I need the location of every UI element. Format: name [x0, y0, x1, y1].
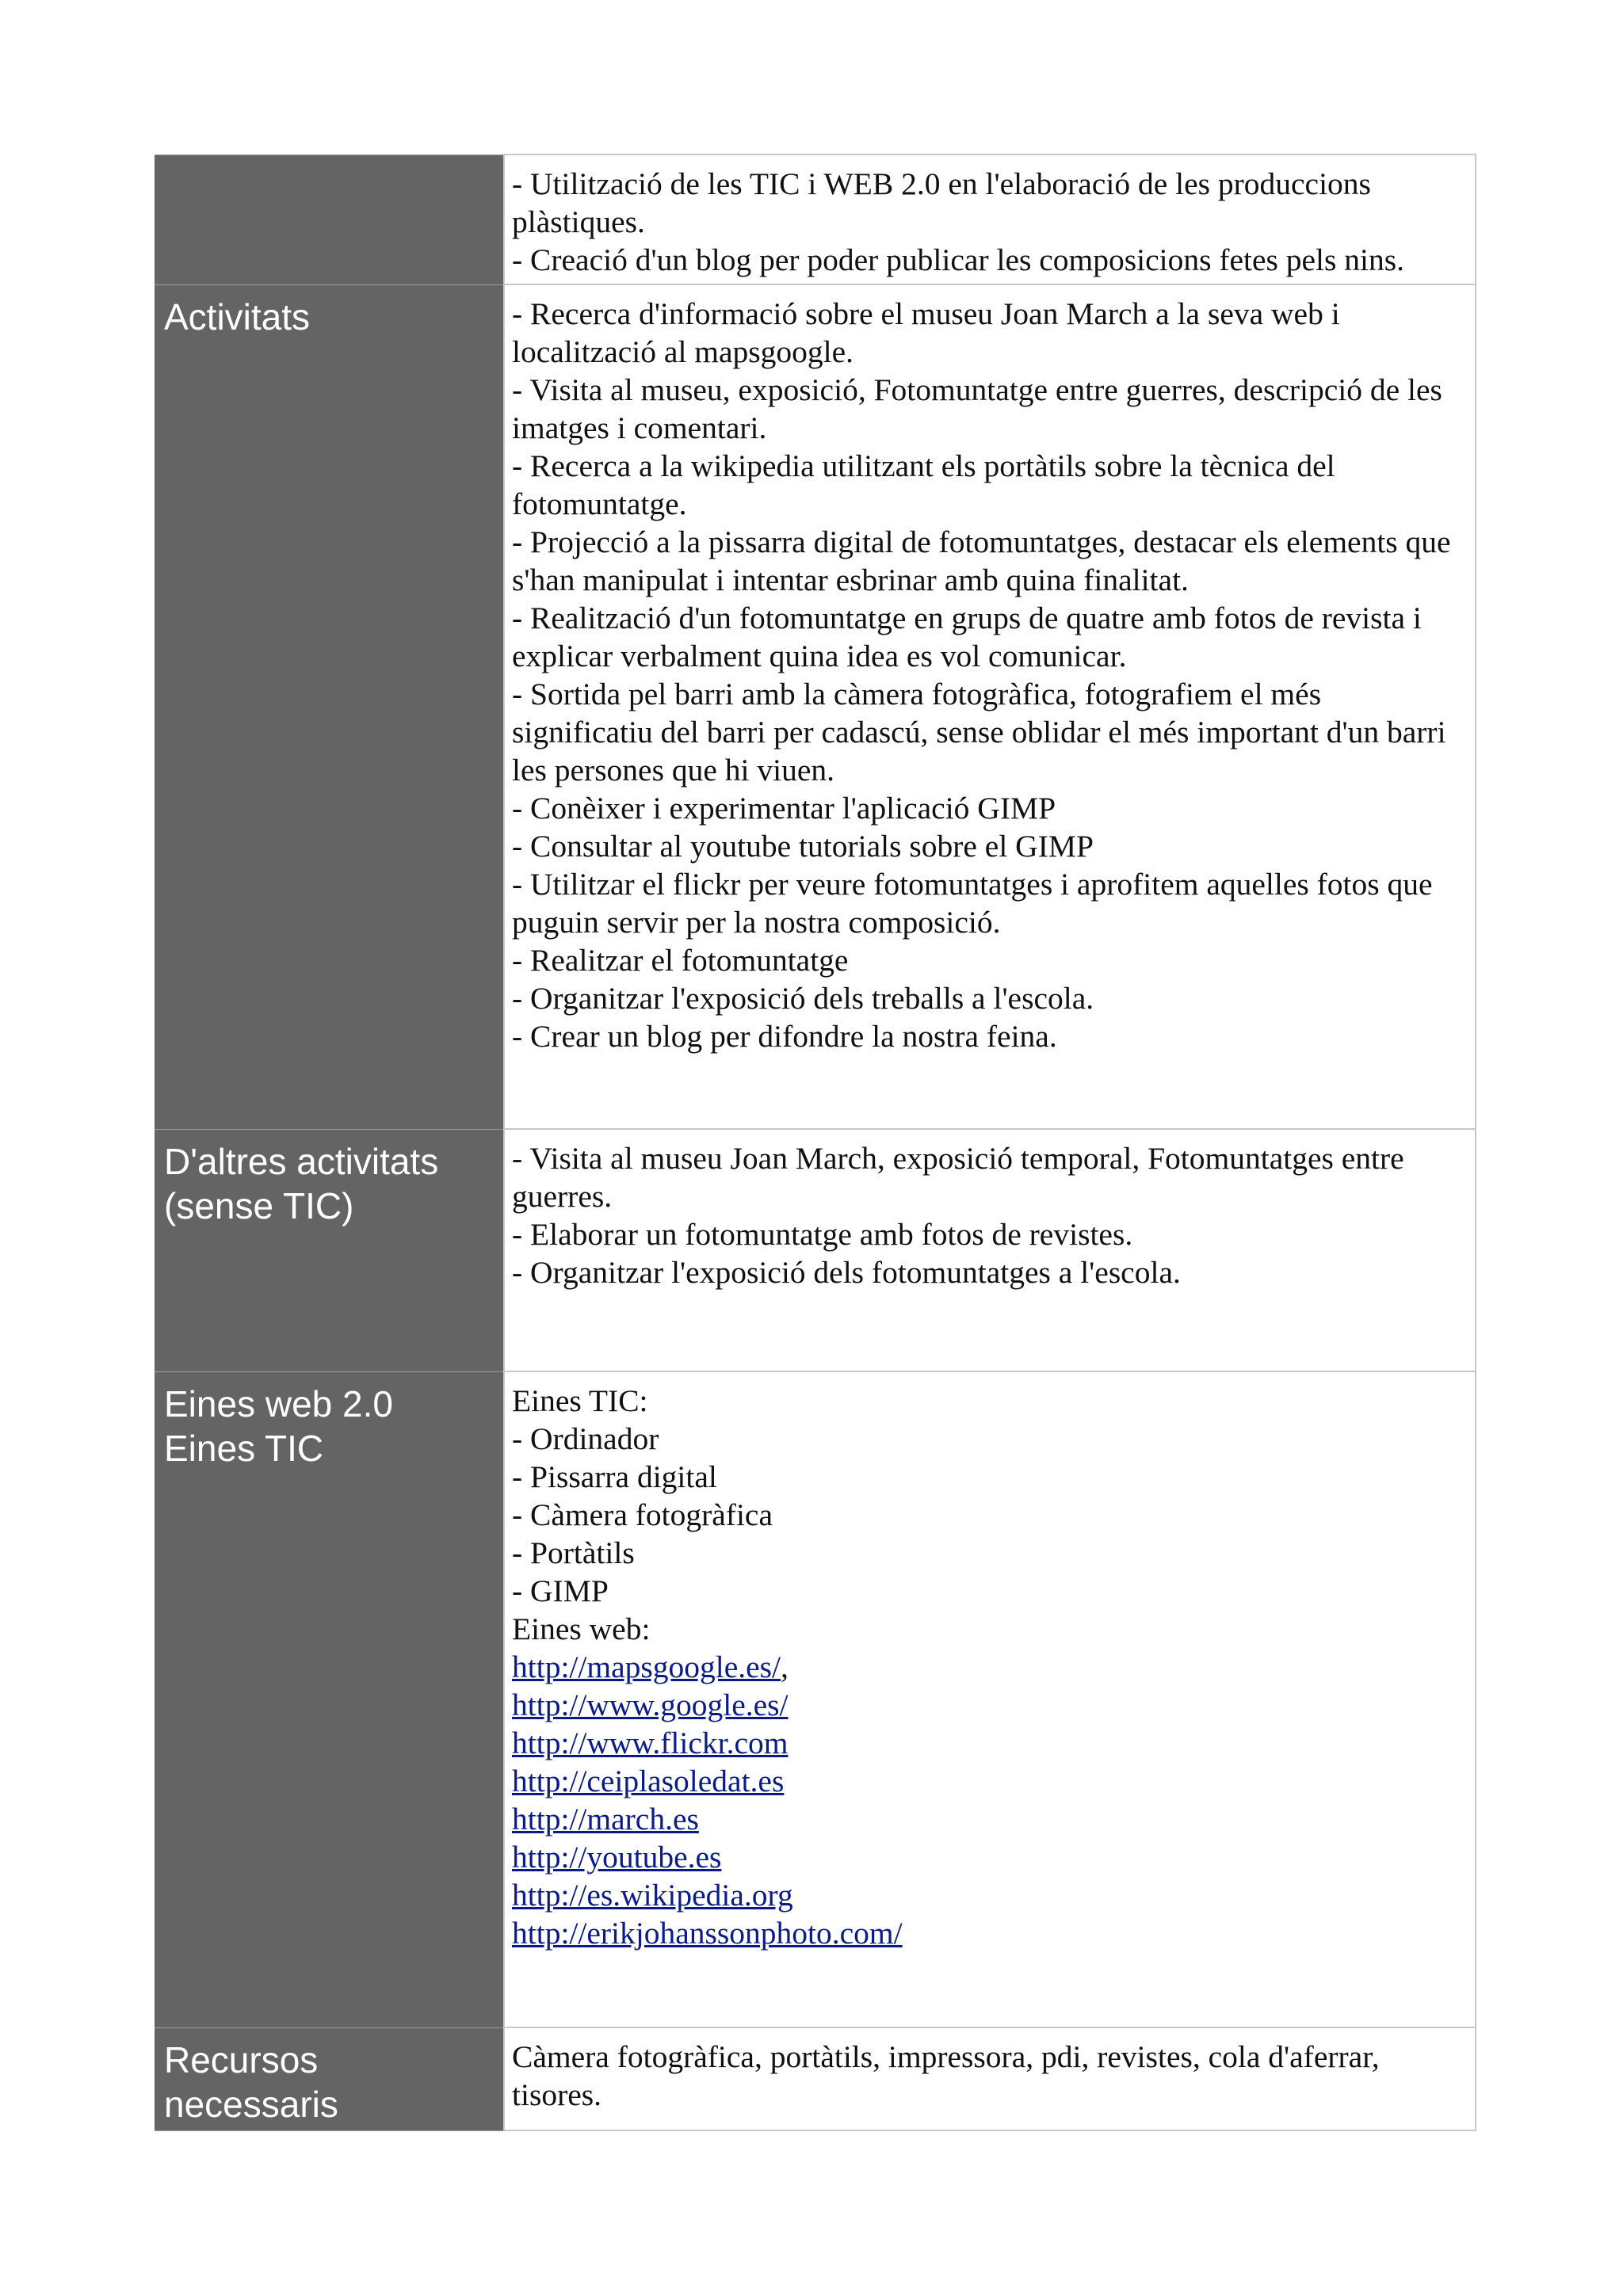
list-item: - Visita al museu Joan March, exposició temporal, Fotomuntatges entre guerres.	[512, 1141, 1404, 1214]
list-item: - Realització d'un fotomuntatge en grups de quatre amb fotos de revista i explicar verbalment quina idea es vol comunicar.	[512, 601, 1422, 673]
list-item: - Utilitzar el flickr per veure fotomuntatges i aprofitem aquelles fotos que puguin servir per la nostra composició.	[512, 867, 1433, 940]
row-label: Activitats	[164, 296, 311, 338]
link-march[interactable]: http://march.es	[512, 1802, 699, 1836]
table-row-objectives	[155, 154, 1476, 284]
row-label-cell	[155, 1371, 504, 2027]
link-google[interactable]: http://www.google.es/	[512, 1688, 789, 1722]
list-item: - Organitzar l'exposició dels treballs a l'escola.	[512, 981, 1094, 1016]
list-item: - Conèixer i experimentar l'aplicació GIMP	[512, 791, 1056, 826]
table-row-eines	[155, 1371, 1476, 2027]
row-label-line: Eines web 2.0	[164, 1383, 393, 1425]
row-label	[155, 2028, 503, 2126]
row-label-cell	[155, 284, 504, 1129]
link-suffix: ,	[781, 1650, 789, 1684]
list-item: - Portàtils	[512, 1535, 635, 1570]
link-mapsgoogle[interactable]: http://mapsgoogle.es/	[512, 1650, 781, 1684]
list-item: - Crear un blog per difondre la nostra feina.	[512, 1019, 1057, 1054]
row-label-line: Eines TIC	[164, 1427, 324, 1469]
link-youtube[interactable]: http://youtube.es	[512, 1840, 722, 1875]
row-label-cell	[155, 1129, 504, 1371]
list-item: - Ordinador	[512, 1421, 659, 1456]
table-row-recursos	[155, 2027, 1476, 2130]
plan-table	[155, 154, 1476, 2131]
link-erikjohansson[interactable]: http://erikjohanssonphoto.com/	[512, 1916, 903, 1951]
list-item: - Pissarra digital	[512, 1459, 717, 1494]
list-item: - Projecció a la pissarra digital de fotomuntatges, destacar els elements que s'han manipulat i intentar esbrinar amb quina finalitat.	[512, 524, 1451, 597]
row-content	[504, 284, 1476, 1129]
row-label-empty	[155, 154, 504, 284]
table-row-activitats	[155, 284, 1476, 1129]
row-label-cell	[155, 2027, 504, 2130]
web-heading: Eines web:	[512, 1611, 651, 1646]
row-label-line: D'altres activitats	[164, 1140, 439, 1182]
tic-heading: Eines TIC:	[512, 1383, 648, 1418]
list-item: - GIMP	[512, 1573, 609, 1608]
list-item: - Recerca a la wikipedia utilitzant els portàtils sobre la tècnica del fotomuntatge.	[512, 448, 1335, 521]
list-item: - Recerca d'informació sobre el museu Joan March a la seva web i localització al mapsgoogle.	[512, 296, 1340, 369]
list-item: - Càmera fotogràfica	[512, 1497, 773, 1532]
row-label-line: (sense TIC)	[164, 1184, 354, 1226]
list-item: - Sortida pel barri amb la càmera fotogràfica, fotografiem el més significatiu del barri per cadascú, sense oblidar el més important d'un barri les persones que hi viuen.	[512, 677, 1446, 788]
list-item: - Realitzar el fotomuntatge	[512, 943, 849, 978]
list-item: - Visita al museu, exposició, Fotomuntatge entre guerres, descripció de les imatges i comentari.	[512, 372, 1442, 445]
row-label	[155, 1372, 503, 1470]
row-content	[504, 1371, 1476, 2027]
link-wikipedia[interactable]: http://es.wikipedia.org	[512, 1878, 793, 1913]
list-item: - Organitzar l'exposició dels fotomuntatges a l'escola.	[512, 1255, 1181, 1290]
link-row	[512, 1648, 1468, 1686]
row-content	[504, 2027, 1476, 2130]
link-flickr[interactable]: http://www.flickr.com	[512, 1726, 789, 1760]
row-content	[504, 1129, 1476, 1371]
list-item: Càmera fotogràfica, portàtils, impressora, pdi, revistes, cola d'aferrar, tisores.	[512, 2039, 1380, 2112]
row-content	[504, 154, 1476, 284]
row-label-line: Recursos	[164, 2039, 319, 2081]
table-row-altres-activitats	[155, 1129, 1476, 1371]
link-ceiplasoledat[interactable]: http://ceiplasoledat.es	[512, 1764, 785, 1798]
row-label	[155, 1130, 503, 1228]
row-label	[155, 155, 503, 165]
row-label-line: necessaris	[164, 2083, 338, 2125]
list-item: - Utilització de les TIC i WEB 2.0 en l'elaboració de les produccions plàstiques.	[512, 166, 1371, 239]
list-item: - Elaborar un fotomuntatge amb fotos de revistes.	[512, 1217, 1133, 1252]
list-item: - Creació d'un blog per poder publicar les composicions fetes pels nins.	[512, 242, 1405, 277]
list-item: - Consultar al youtube tutorials sobre el GIMP	[512, 829, 1094, 864]
